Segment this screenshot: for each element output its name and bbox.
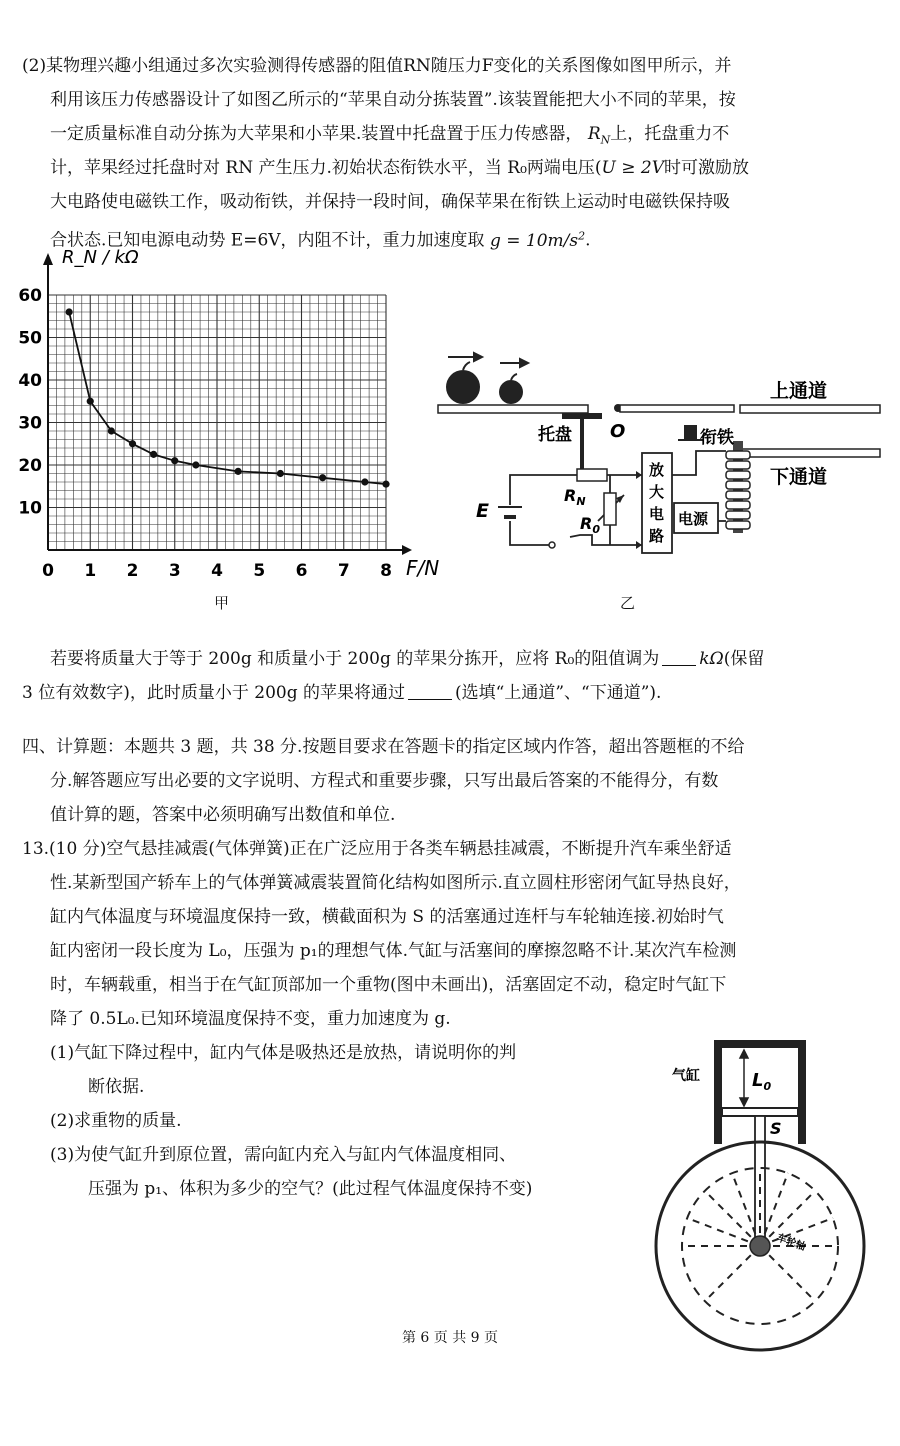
label-power: 电源 — [678, 510, 709, 528]
q12-question-choice: (选填“上通道”、“下通道”). — [455, 683, 662, 703]
data-point — [319, 474, 326, 481]
voltage-condition: U ≥ 2V — [601, 158, 665, 178]
q12-question-keep: (保留 — [723, 649, 765, 669]
gravity-period: . — [585, 230, 591, 251]
x-axis-label: F/N — [406, 556, 440, 580]
q12-line-5: 大电路使电磁铁工作，吸动衔铁，并保持一段时间，确保苹果在衔铁上运动时电磁铁保持吸 — [50, 192, 730, 212]
lower-channel — [742, 449, 880, 457]
big-apple-stem — [463, 362, 470, 370]
amp-label-3: 电 — [649, 505, 665, 523]
q12-line-4-text: 计，苹果经过托盘时对 RN 产生压力.初始状态衔铁水平，当 R₀两端电压( — [50, 158, 602, 178]
y-tick-label: 20 — [18, 456, 42, 476]
q13-sub1-line-1: (1)气缸下降过程中，缸内气体是吸热还是放热，请说明你的判 — [50, 1043, 517, 1063]
y-tick-label: 50 — [18, 328, 42, 349]
velocity-arrow-icon — [448, 353, 528, 367]
small-apple-icon — [499, 380, 523, 404]
data-point — [129, 440, 136, 447]
label-s: S — [770, 1119, 782, 1138]
x-tick-label: 4 — [211, 561, 223, 581]
data-point — [66, 308, 73, 315]
label-pivot-o: O — [610, 421, 626, 442]
q13-line-6: 降了 0.5L₀.已知环境温度保持不变，重力加速度为 g. — [50, 1009, 451, 1029]
x-tick-label: 7 — [337, 561, 350, 581]
answer-blank-r0[interactable] — [662, 647, 696, 666]
data-point — [150, 451, 157, 458]
figure-caption-yi: 乙 — [620, 594, 636, 612]
amp-label-2: 大 — [649, 483, 665, 501]
y-axis-arrow-icon — [43, 253, 53, 265]
answer-blank-channel[interactable] — [408, 681, 452, 700]
q13-line-3: 缸内气体温度与环境温度保持一致，横截面积为 S 的活塞通过连杆与车轮轴连接.初始时气 — [50, 907, 724, 927]
label-e: E — [476, 500, 489, 522]
x-tick-label: 3 — [168, 561, 181, 581]
amp-input-arrow-2-icon — [636, 541, 642, 549]
q13-line-1: 13.(10 分)空气悬挂减震(气体弹簧)正在广泛应用于各类车辆悬挂减震，不断提升汽车乘坐舒适 — [22, 839, 732, 859]
q12-question-line-1 — [50, 642, 764, 676]
rn-vs-force-chart — [0, 245, 440, 620]
q12-question-text-2: 3 位有效数字)，此时质量小于 200g 的苹果将通过 — [22, 683, 405, 703]
label-l0: $L_0$ — [752, 1070, 772, 1093]
q13-sub3-line-2: 压强为 p₁、体积为多少的空气？(此过程气体温度保持不变) — [88, 1179, 533, 1199]
chart-grid — [48, 295, 386, 550]
figure-caption-jia: 甲 — [214, 594, 230, 612]
q13-sub3-line-1: (3)为使气缸升到原位置，需向缸内充入与缸内气体温度相同、 — [50, 1145, 517, 1165]
data-point — [192, 461, 199, 468]
armature-block — [684, 425, 697, 439]
section4-line-3: 值计算的题，答案中必须明确写出数值和单位. — [50, 805, 396, 825]
data-point — [87, 398, 94, 405]
q12-line-1: (2)某物理兴趣小组通过多次实验测得传感器的阻值RN随压力F变化的关系图像如图甲所示，并 — [22, 56, 732, 76]
amp-input-arrow-icon — [636, 471, 642, 479]
q12-question-line-2 — [22, 676, 661, 710]
y-tick-label: 60 — [18, 286, 42, 306]
y-axis-label: R_N / kΩ — [62, 247, 139, 268]
label-cylinder: 气缸 — [672, 1068, 700, 1084]
big-apple-icon — [446, 370, 480, 404]
l0-dimension — [740, 1050, 748, 1106]
small-apple-stem — [511, 374, 517, 380]
label-armature: 衔铁 — [700, 428, 734, 448]
answer-unit: kΩ — [699, 649, 724, 669]
q12-line-4 — [50, 151, 749, 185]
conveyor-belt — [438, 405, 588, 413]
rn-symbol: $R_N$ — [587, 124, 611, 147]
q13-line-5: 时，车辆载重，相当于在气缸顶部加一个重物(图中未画出)，活塞固定不动，稳定时气缸下 — [50, 975, 727, 995]
data-point — [382, 481, 389, 488]
chart-series — [66, 308, 390, 487]
data-point — [108, 427, 115, 434]
data-point — [361, 478, 368, 485]
x-tick-label: 2 — [126, 561, 139, 581]
armature-bar — [620, 405, 734, 412]
y-tick-label: 10 — [18, 498, 42, 519]
wheel-axle — [750, 1236, 770, 1256]
x-tick-label: 1 — [84, 561, 97, 581]
label-upper-channel: 上通道 — [770, 380, 828, 402]
q13-sub1-line-2: 断依据. — [88, 1077, 145, 1097]
q12-question-text: 若要将质量大于等于 200g 和质量小于 200g 的苹果分拣开，应将 R₀的阻值调为 — [50, 649, 660, 669]
amp-label-1: 放 — [649, 461, 665, 479]
label-tray: 托盘 — [538, 425, 572, 445]
r0-resistor — [604, 493, 616, 525]
q12-line-6-text: 合状态.已知电源电动势 E=6V，内阻不计，重力加速度取 — [50, 230, 490, 251]
q12-line-4-tail: 时可激励放 — [664, 158, 750, 178]
air-spring-diagram — [640, 1040, 880, 1300]
x-tick-label: 6 — [295, 561, 308, 581]
upper-channel — [740, 405, 880, 413]
cylinder-top — [714, 1040, 806, 1048]
gravity-expression: $g = 10m/s^2$ — [489, 229, 586, 251]
chart-ticks — [18, 286, 392, 581]
chart-axes — [43, 253, 412, 555]
apple-sorting-circuit — [430, 345, 890, 575]
label-axle: 车轮轴 — [774, 1232, 807, 1254]
y-tick-label: 30 — [18, 413, 42, 434]
data-point — [235, 468, 242, 475]
q13-line-4: 缸内密闭一段长度为 L₀，压强为 p₁的理想气体.气缸与活塞间的摩擦忽略不计.某次汽车检测 — [50, 941, 737, 961]
x-tick-label: 5 — [253, 561, 266, 581]
q13-line-2: 性.某新型国产轿车上的气体弹簧减震装置简化结构如图所示.直立圆柱形密闭气缸导热良好， — [50, 873, 741, 893]
q12-line-3-tail: 上，托盘重力不 — [610, 124, 730, 144]
q12-line-2: 利用该压力传感器设计了如图乙所示的“苹果自动分拣装置”.该装置能把大小不同的苹果，按 — [50, 90, 736, 110]
x-tick-label: 0 — [42, 561, 54, 581]
rn-resistor — [577, 469, 607, 481]
q13-sub2: (2)求重物的质量. — [50, 1111, 182, 1131]
page-footer: 第 6 页 共 9 页 — [401, 1330, 499, 1346]
cylinder-left-wall — [714, 1040, 722, 1144]
x-axis-arrow-icon — [402, 545, 412, 555]
q12-line-3-text: 一定质量标准自动分拣为大苹果和小苹果.装置中托盘置于压力传感器， — [50, 124, 583, 144]
x-tick-label: 8 — [380, 561, 392, 581]
section4-line-1: 四、计算题：本题共 3 题，共 38 分.按题目要求在答题卡的指定区域内作答，超出答题框的不给 — [22, 737, 745, 757]
tray-top — [562, 413, 602, 419]
data-point — [171, 457, 178, 464]
amp-label-4: 路 — [649, 527, 665, 545]
piston — [722, 1108, 798, 1116]
y-tick-label: 40 — [18, 371, 42, 391]
label-rn: $R_N$ — [564, 486, 586, 508]
section4-line-2: 分.解答题应写出必要的文字说明、方程式和重要步骤，只写出最后答案的不能得分，有数 — [50, 771, 719, 791]
switch-icon — [549, 542, 555, 548]
label-lower-channel: 下通道 — [770, 466, 828, 488]
label-r0: $R_0$ — [580, 514, 600, 536]
cylinder-right-wall — [798, 1040, 806, 1144]
data-point — [277, 470, 284, 477]
